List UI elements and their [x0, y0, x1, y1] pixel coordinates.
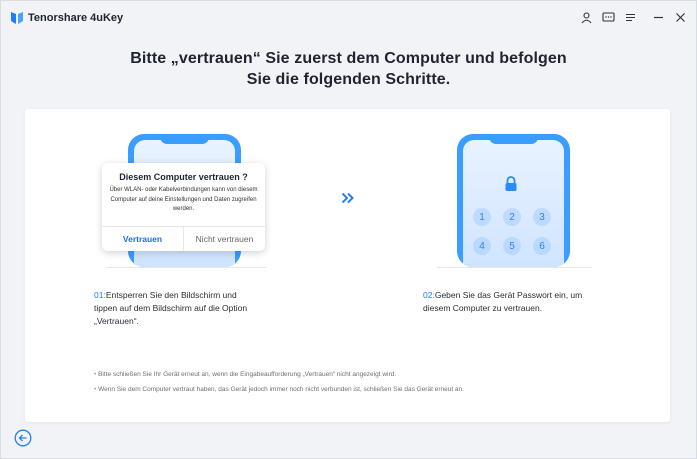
step-1-number: 01: — [94, 290, 106, 300]
step-1-line-3: „Vertrauen“. — [94, 316, 139, 326]
keypad-key[interactable]: 4 — [473, 237, 491, 255]
trust-button[interactable]: Vertrauen — [102, 227, 184, 251]
keypad-key[interactable]: 3 — [533, 208, 551, 226]
phone-shadow-line — [106, 267, 266, 268]
step-1-text — [94, 289, 304, 328]
step-2-text — [423, 289, 633, 315]
title-bar — [1, 1, 696, 35]
step-2-number: 02: — [423, 290, 435, 300]
keypad-key[interactable]: 6 — [533, 237, 551, 255]
hint-note-2: • Wenn Sie dem Computer vertraut haben, das Gerät jedoch immer noch nicht verbunden ist, schließen Sie das Gerät erneut an. — [94, 382, 464, 397]
trust-dialog-body: Über WLAN- oder Kabelverbindungen kann von diesem Computer auf deine Einstellungen und Daten zugreifen werden. — [109, 187, 258, 212]
hint-note-1: • Bitte schließen Sie Ihr Gerät erneut an, wenn die Eingabeaufforderung „Vertrauen“ nicht angezeigt wird. — [94, 367, 464, 382]
menu-icon[interactable] — [623, 10, 638, 25]
lock-icon — [504, 176, 518, 192]
close-icon[interactable] — [673, 10, 688, 25]
step-1-line-2: tippen auf dem Bildschirm auf die Option — [94, 303, 248, 313]
keypad-key[interactable]: 2 — [503, 208, 521, 226]
tenorshare-logo-icon — [10, 11, 24, 25]
feedback-icon[interactable] — [601, 10, 616, 25]
step-2-line-2: diesem Computer zu vertrauen. — [423, 303, 543, 313]
minimize-icon[interactable] — [651, 10, 666, 25]
app-title: Tenorshare 4uKey — [28, 12, 124, 24]
keypad-key[interactable]: 5 — [503, 237, 521, 255]
hint-notes — [94, 367, 464, 397]
user-icon[interactable] — [579, 10, 594, 25]
phone-notch — [489, 134, 539, 144]
heading-line-2: Sie die folgenden Schritte. — [246, 71, 451, 88]
heading-line-1: Bitte „vertrauen“ Sie zuerst dem Computer und befolgen — [130, 50, 567, 67]
double-chevron-right-icon — [341, 192, 355, 204]
trust-dialog-title: Diesem Computer vertrauen ? — [119, 172, 248, 182]
phone-shadow-line — [437, 267, 592, 268]
keypad-key[interactable]: 1 — [473, 208, 491, 226]
phone-notch — [160, 134, 210, 144]
step-1-line-1: Entsperren Sie den Bildschirm und — [105, 290, 237, 300]
page-heading — [1, 48, 696, 90]
back-arrow-icon[interactable] — [14, 429, 32, 447]
dont-trust-button[interactable]: Nicht vertrauen — [195, 234, 254, 244]
trust-dialog — [102, 163, 265, 251]
window-controls — [579, 10, 688, 25]
step-2-line-1: Geben Sie das Gerät Passwort ein, um — [434, 290, 583, 300]
trust-dialog-buttons — [102, 226, 265, 251]
